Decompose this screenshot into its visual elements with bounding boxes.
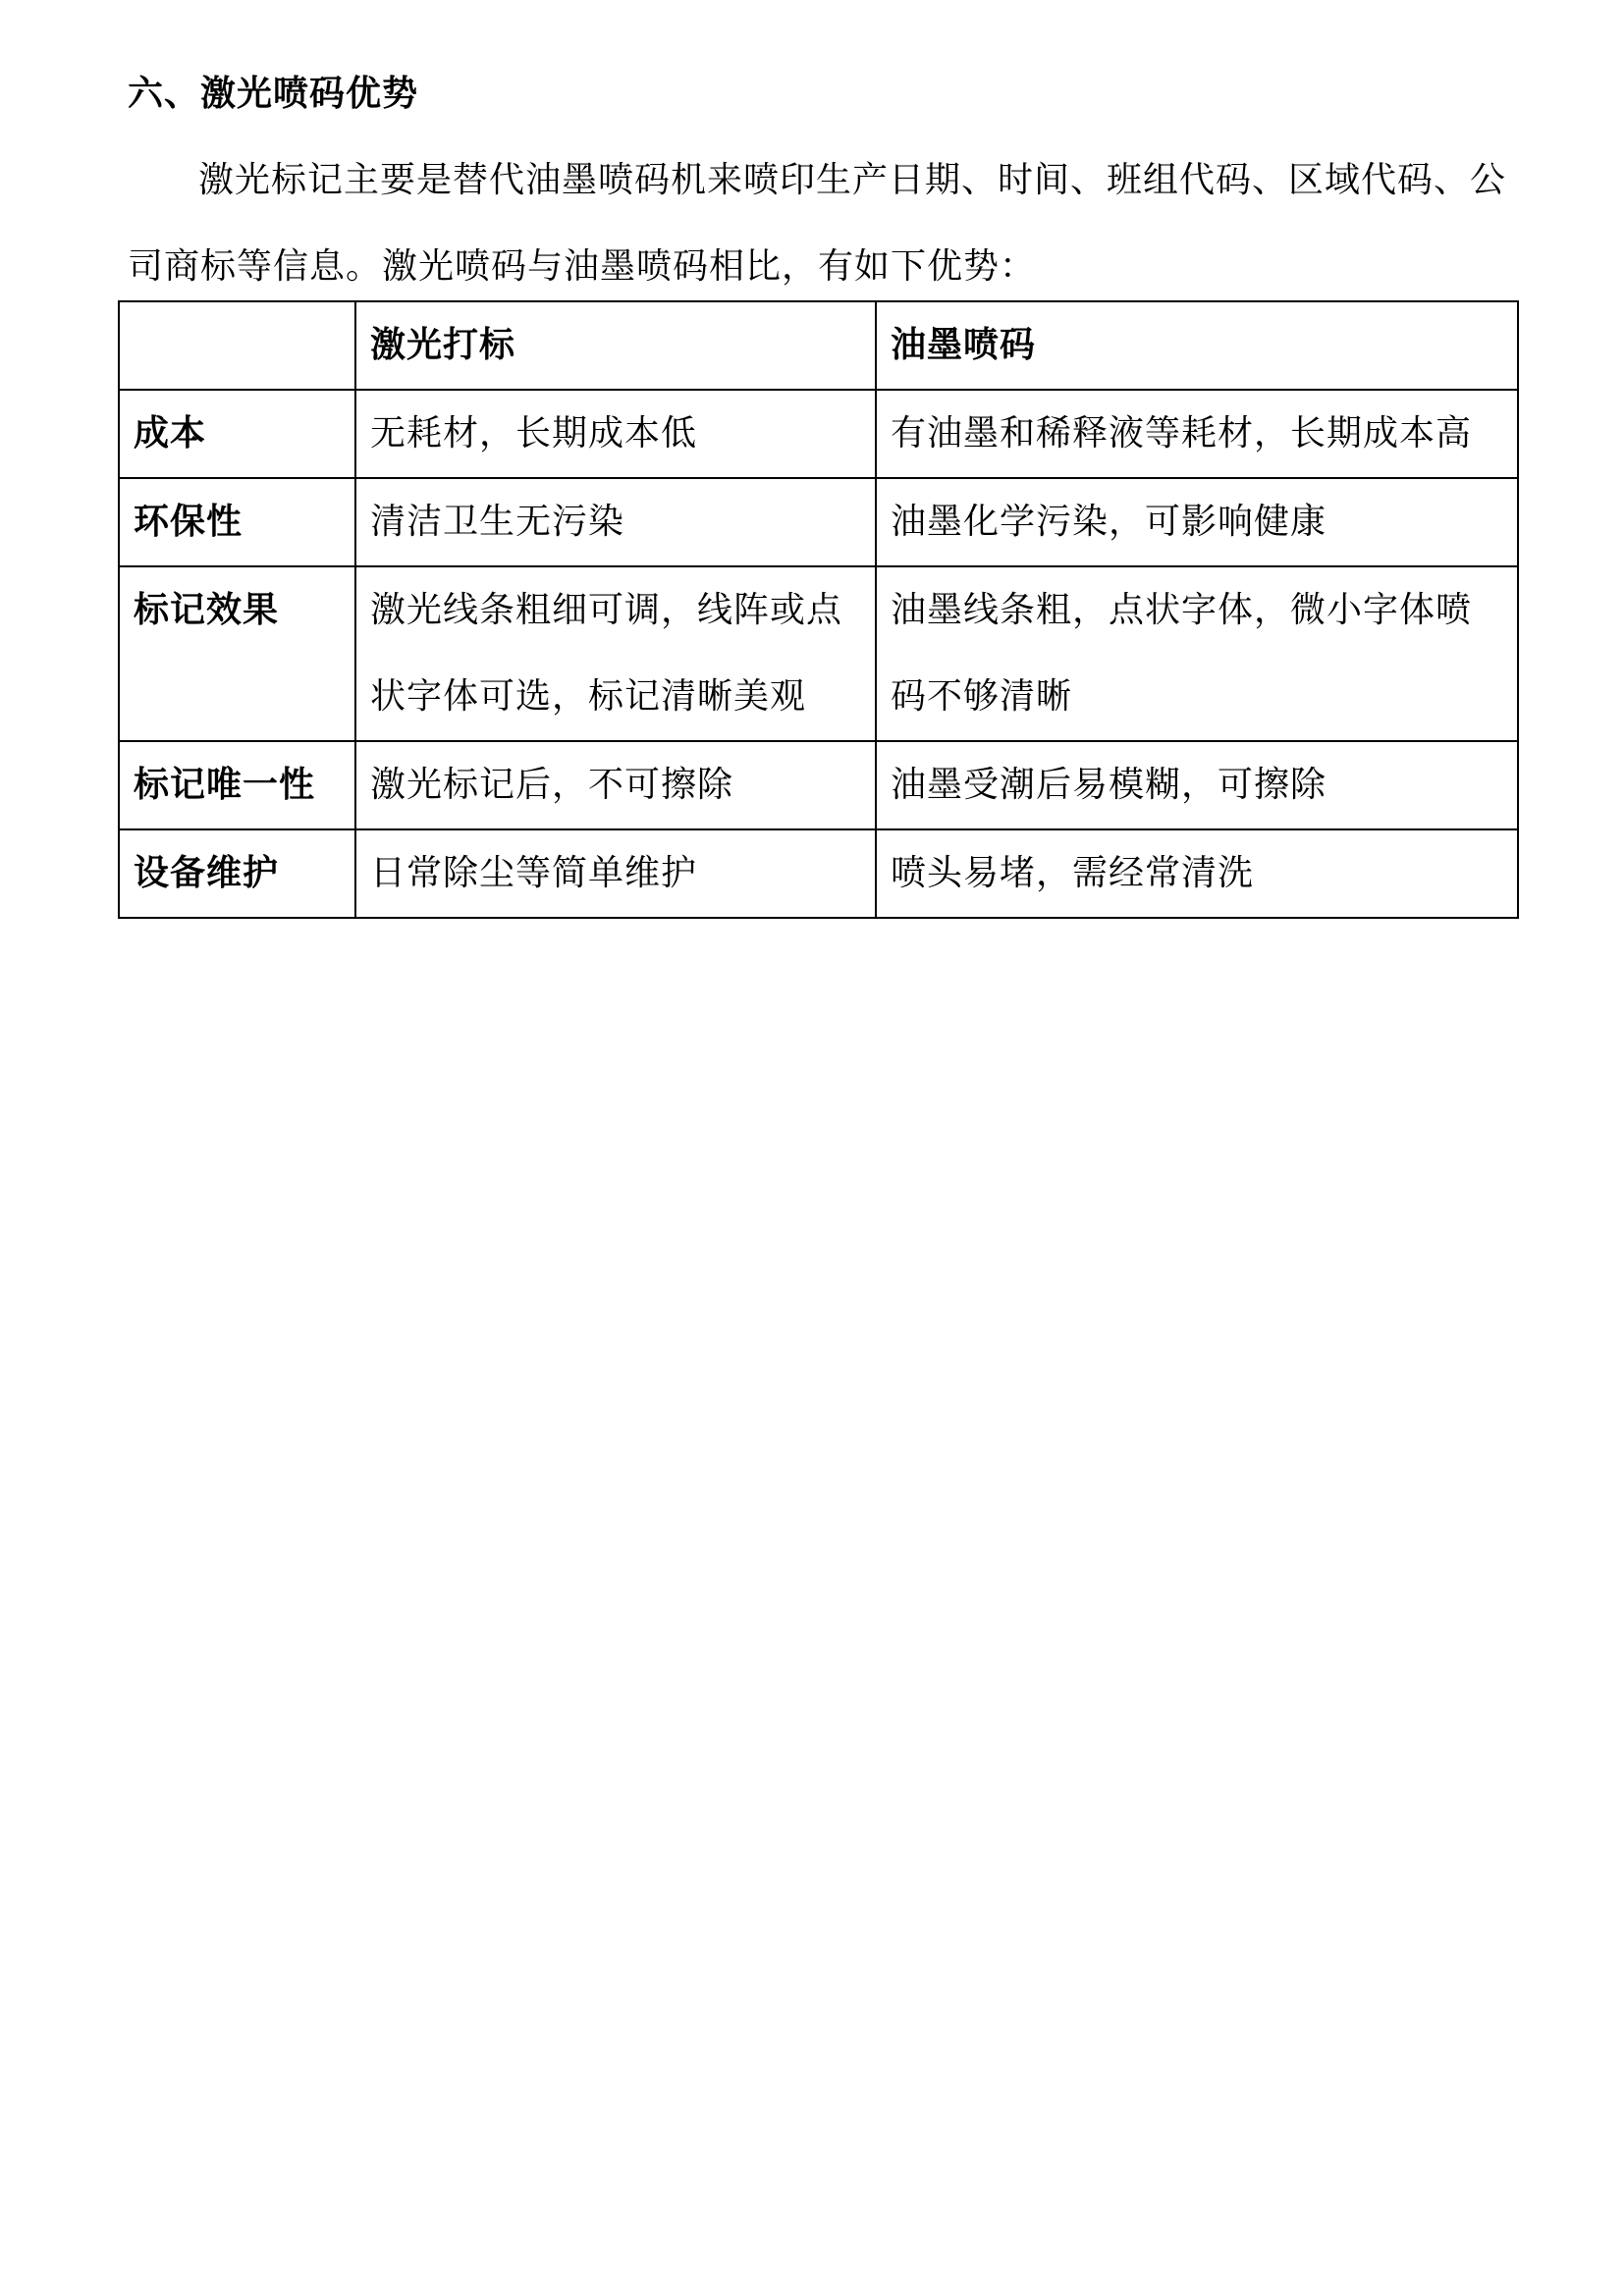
row-category-cell: 标记效果 — [119, 566, 355, 741]
section-heading: 六、激光喷码优势 — [128, 74, 419, 114]
row-category-cell: 成本 — [119, 390, 355, 478]
table-header-row — [119, 301, 1518, 390]
laser-cell: 激光标记后，不可擦除 — [355, 741, 876, 829]
intro-paragraph: 激光标记主要是替代油墨喷码机来喷印生产日期、时间、班组代码、区域代码、公司商标等信息。激光喷码与油墨喷码相比，有如下优势： — [128, 160, 1507, 287]
table-row — [119, 566, 1518, 741]
header-cell-ink: 油墨喷码 — [876, 301, 1518, 390]
table-row — [119, 390, 1518, 478]
table-row — [119, 829, 1518, 918]
ink-cell: 油墨化学污染，可影响健康 — [876, 478, 1518, 566]
laser-cell: 无耗材，长期成本低 — [355, 390, 876, 478]
header-cell-laser: 激光打标 — [355, 301, 876, 390]
laser-cell: 激光线条粗细可调，线阵或点状字体可选，标记清晰美观 — [355, 566, 876, 741]
ink-cell: 有油墨和稀释液等耗材，长期成本高 — [876, 390, 1518, 478]
laser-cell: 日常除尘等简单维护 — [355, 829, 876, 918]
row-category-cell: 标记唯一性 — [119, 741, 355, 829]
comparison-table — [118, 300, 1519, 919]
ink-cell: 喷头易堵，需经常清洗 — [876, 829, 1518, 918]
row-category-cell: 设备维护 — [119, 829, 355, 918]
header-cell-blank — [119, 301, 355, 390]
ink-cell: 油墨受潮后易模糊，可擦除 — [876, 741, 1518, 829]
table-row — [119, 741, 1518, 829]
row-category-cell: 环保性 — [119, 478, 355, 566]
table-row — [119, 478, 1518, 566]
laser-cell: 清洁卫生无污染 — [355, 478, 876, 566]
ink-cell: 油墨线条粗，点状字体，微小字体喷码不够清晰 — [876, 566, 1518, 741]
